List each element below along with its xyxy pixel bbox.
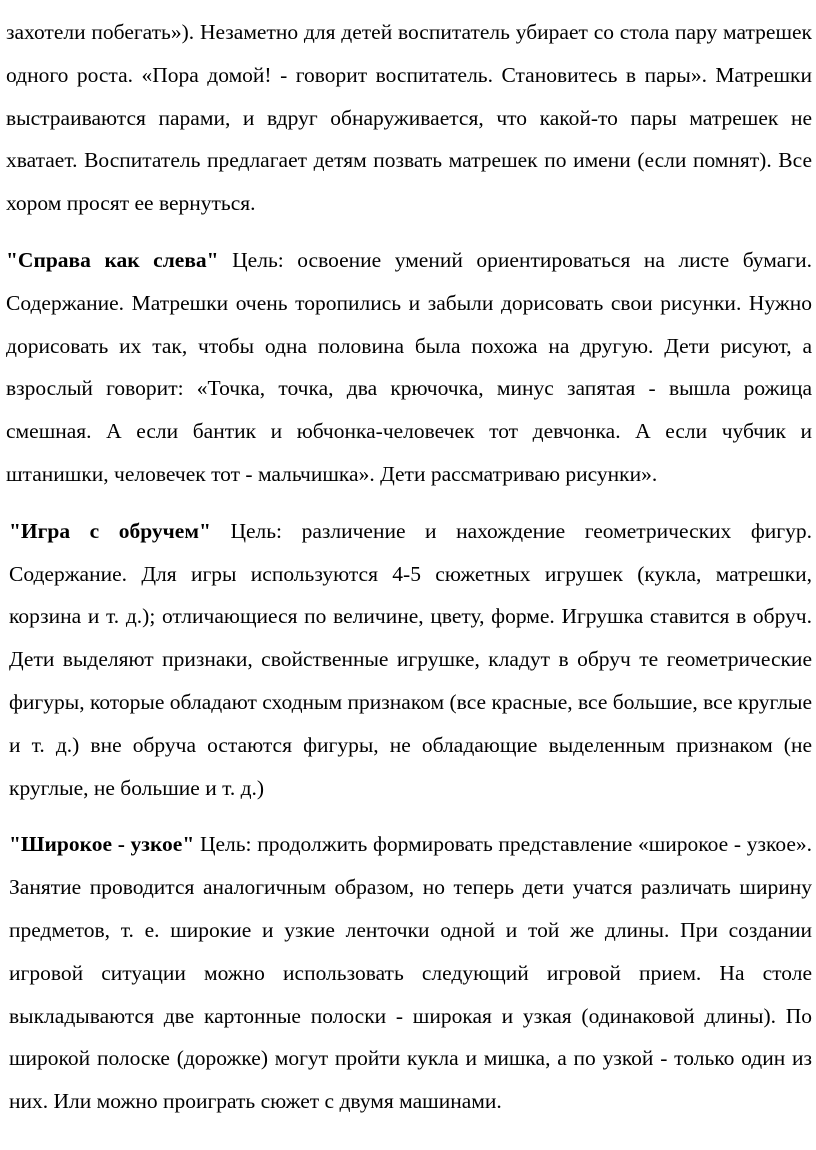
paragraph-intro (6, 11, 812, 225)
paragraph-intro-text: захотели побегать»). Незаметно для детей воспитатель убирает со стола пару матрешек одного роста. «Пора домой! - говорит воспитатель. Становитесь в пары». Матрешки выстраиваются парами, и вдруг обнаруживается, что какой-то пары матрешек не хватает. Воспитатель предлагает детям позвать матрешек по имени (если помнят). Все хором просят ее вернуться. (6, 20, 812, 216)
paragraph-igra-s-obruchem (6, 510, 812, 810)
paragraph-sprava-kak-sleva-text: Цель: освоение умений ориентироваться на листе бумаги. Содержание. Матрешки очень торопились и забыли дорисовать свои рисунки. Нужно дорисовать их так, чтобы одна половина была похожа на другую. Дети рисуют, а взрослый говорит: «Точка, точка, два крючочка, минус запятая - вышла рожица смешная. А если бантик и юбчонка-человечек тот девчонка. А если чубчик и штанишки, человечек тот - мальчишка». Дети рассматриваю рисунки». (6, 247, 812, 486)
paragraph-shirokoe-uzkoe-text: Цель: продолжить формировать представление «широкое - узкое». Занятие проводится аналогичным образом, но теперь дети учатся различать ширину предметов, т. е. широкие и узкие ленточки одной и той же длины. При создании игровой ситуации можно использовать следующий игровой прием. На столе выкладываются две картонные полоски - широкая и узкая (одинаковой длины). По широкой полоске (дорожке) могут пройти кукла и мишка, а по узкой - только один из них. Или можно проиграть сюжет с двумя машинами. (9, 832, 813, 1114)
paragraph-igra-s-obruchem-text: Цель: различение и нахождение геометрических фигур. Содержание. Для игры используются 4-5 сюжетных игрушек (кукла, матрешки, корзина и т. д.); отличающиеся по величине, цвету, форме. Игрушка ставится в обруч. Дети выделяют признаки, свойственные игрушке, кладут в обруч те геометрические фигуры, которые обладают сходным признаком (все красные, все большие, все круглые и т. д.) вне обруча остаются фигуры, не обладающие выделенным признаком (не круглые, не большие и т. д.) (9, 518, 812, 800)
game-title-shirokoe-uzkoe: "Широкое - узкое" (9, 832, 195, 857)
game-title-sprava-kak-sleva: "Справа как слева" (6, 247, 219, 272)
paragraph-sprava-kak-sleva (6, 239, 812, 496)
game-title-igra-s-obruchem: "Игра с обручем" (9, 518, 211, 543)
paragraph-shirokoe-uzkoe (6, 823, 812, 1123)
